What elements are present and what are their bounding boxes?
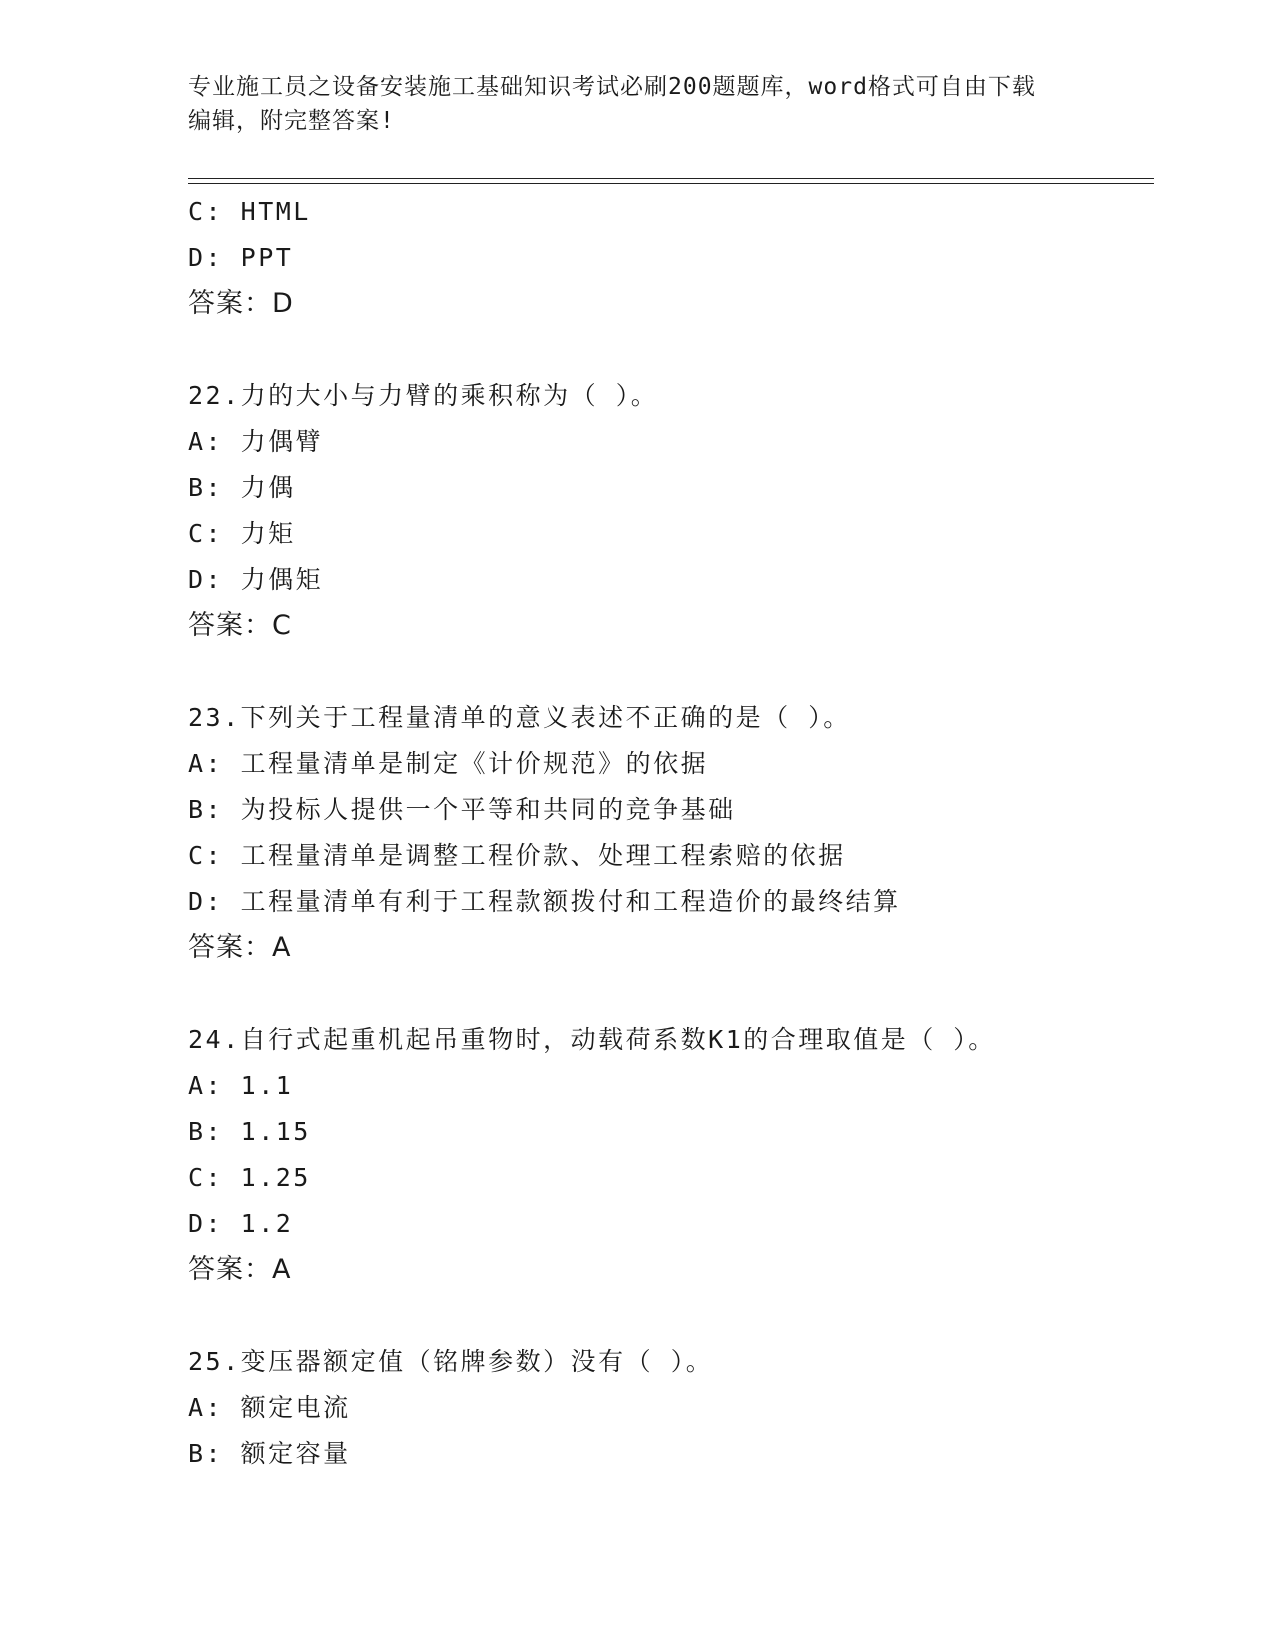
- q24-option-a: A: 1.1: [188, 1071, 294, 1100]
- header-title-line-1: 专业施工员之设备安装施工基础知识考试必刷200题题库，word格式可自由下载: [188, 74, 1036, 100]
- question-spacer: [188, 327, 1154, 373]
- q21-option-c: C: HTML: [188, 197, 311, 226]
- q23-option-d: D: 工程量清单有利于工程款额拨付和工程造价的最终结算: [188, 887, 901, 916]
- q22-option-d: D: 力偶矩: [188, 565, 324, 594]
- q22-option-b: B: 力偶: [188, 473, 296, 502]
- q24-option-d: D: 1.2: [188, 1209, 294, 1238]
- q25-stem: 25.变压器额定值（铭牌参数）没有（ ）。: [188, 1347, 714, 1376]
- q24-option-c: C: 1.25: [188, 1163, 311, 1192]
- q23-stem: 23.下列关于工程量清单的意义表述不正确的是（ ）。: [188, 703, 851, 732]
- q25-option-a: A: 额定电流: [188, 1393, 351, 1422]
- q22-stem: 22.力的大小与力臂的乘积称为（ ）。: [188, 381, 659, 410]
- header-divider-top: [188, 178, 1154, 179]
- q21-option-d: D: PPT: [188, 243, 294, 272]
- q22-option-c: C: 力矩: [188, 519, 296, 548]
- q25-option-b: B: 额定容量: [188, 1439, 351, 1468]
- document-header: [188, 70, 1088, 138]
- q23-option-c: C: 工程量清单是调整工程价款、处理工程索赔的依据: [188, 841, 846, 870]
- question-spacer: [188, 1293, 1154, 1339]
- q22-answer: 答案：C: [188, 610, 292, 641]
- header-title-line-2: 编辑，附完整答案!: [188, 108, 395, 134]
- q23-answer: 答案：A: [188, 932, 292, 963]
- q23-option-b: B: 为投标人提供一个平等和共同的竞争基础: [188, 795, 736, 824]
- question-spacer: [188, 971, 1154, 1017]
- question-list: [188, 189, 1154, 1477]
- q21-answer: 答案：D: [188, 288, 294, 319]
- q24-answer: 答案：A: [188, 1254, 292, 1285]
- q22-option-a: A: 力偶臂: [188, 427, 324, 456]
- q24-stem: 24.自行式起重机起吊重物时，动载荷系数K1的合理取值是（ ）。: [188, 1025, 996, 1054]
- header-divider-bottom: [188, 183, 1154, 184]
- q24-option-b: B: 1.15: [188, 1117, 311, 1146]
- question-spacer: [188, 649, 1154, 695]
- q23-option-a: A: 工程量清单是制定《计价规范》的依据: [188, 749, 709, 778]
